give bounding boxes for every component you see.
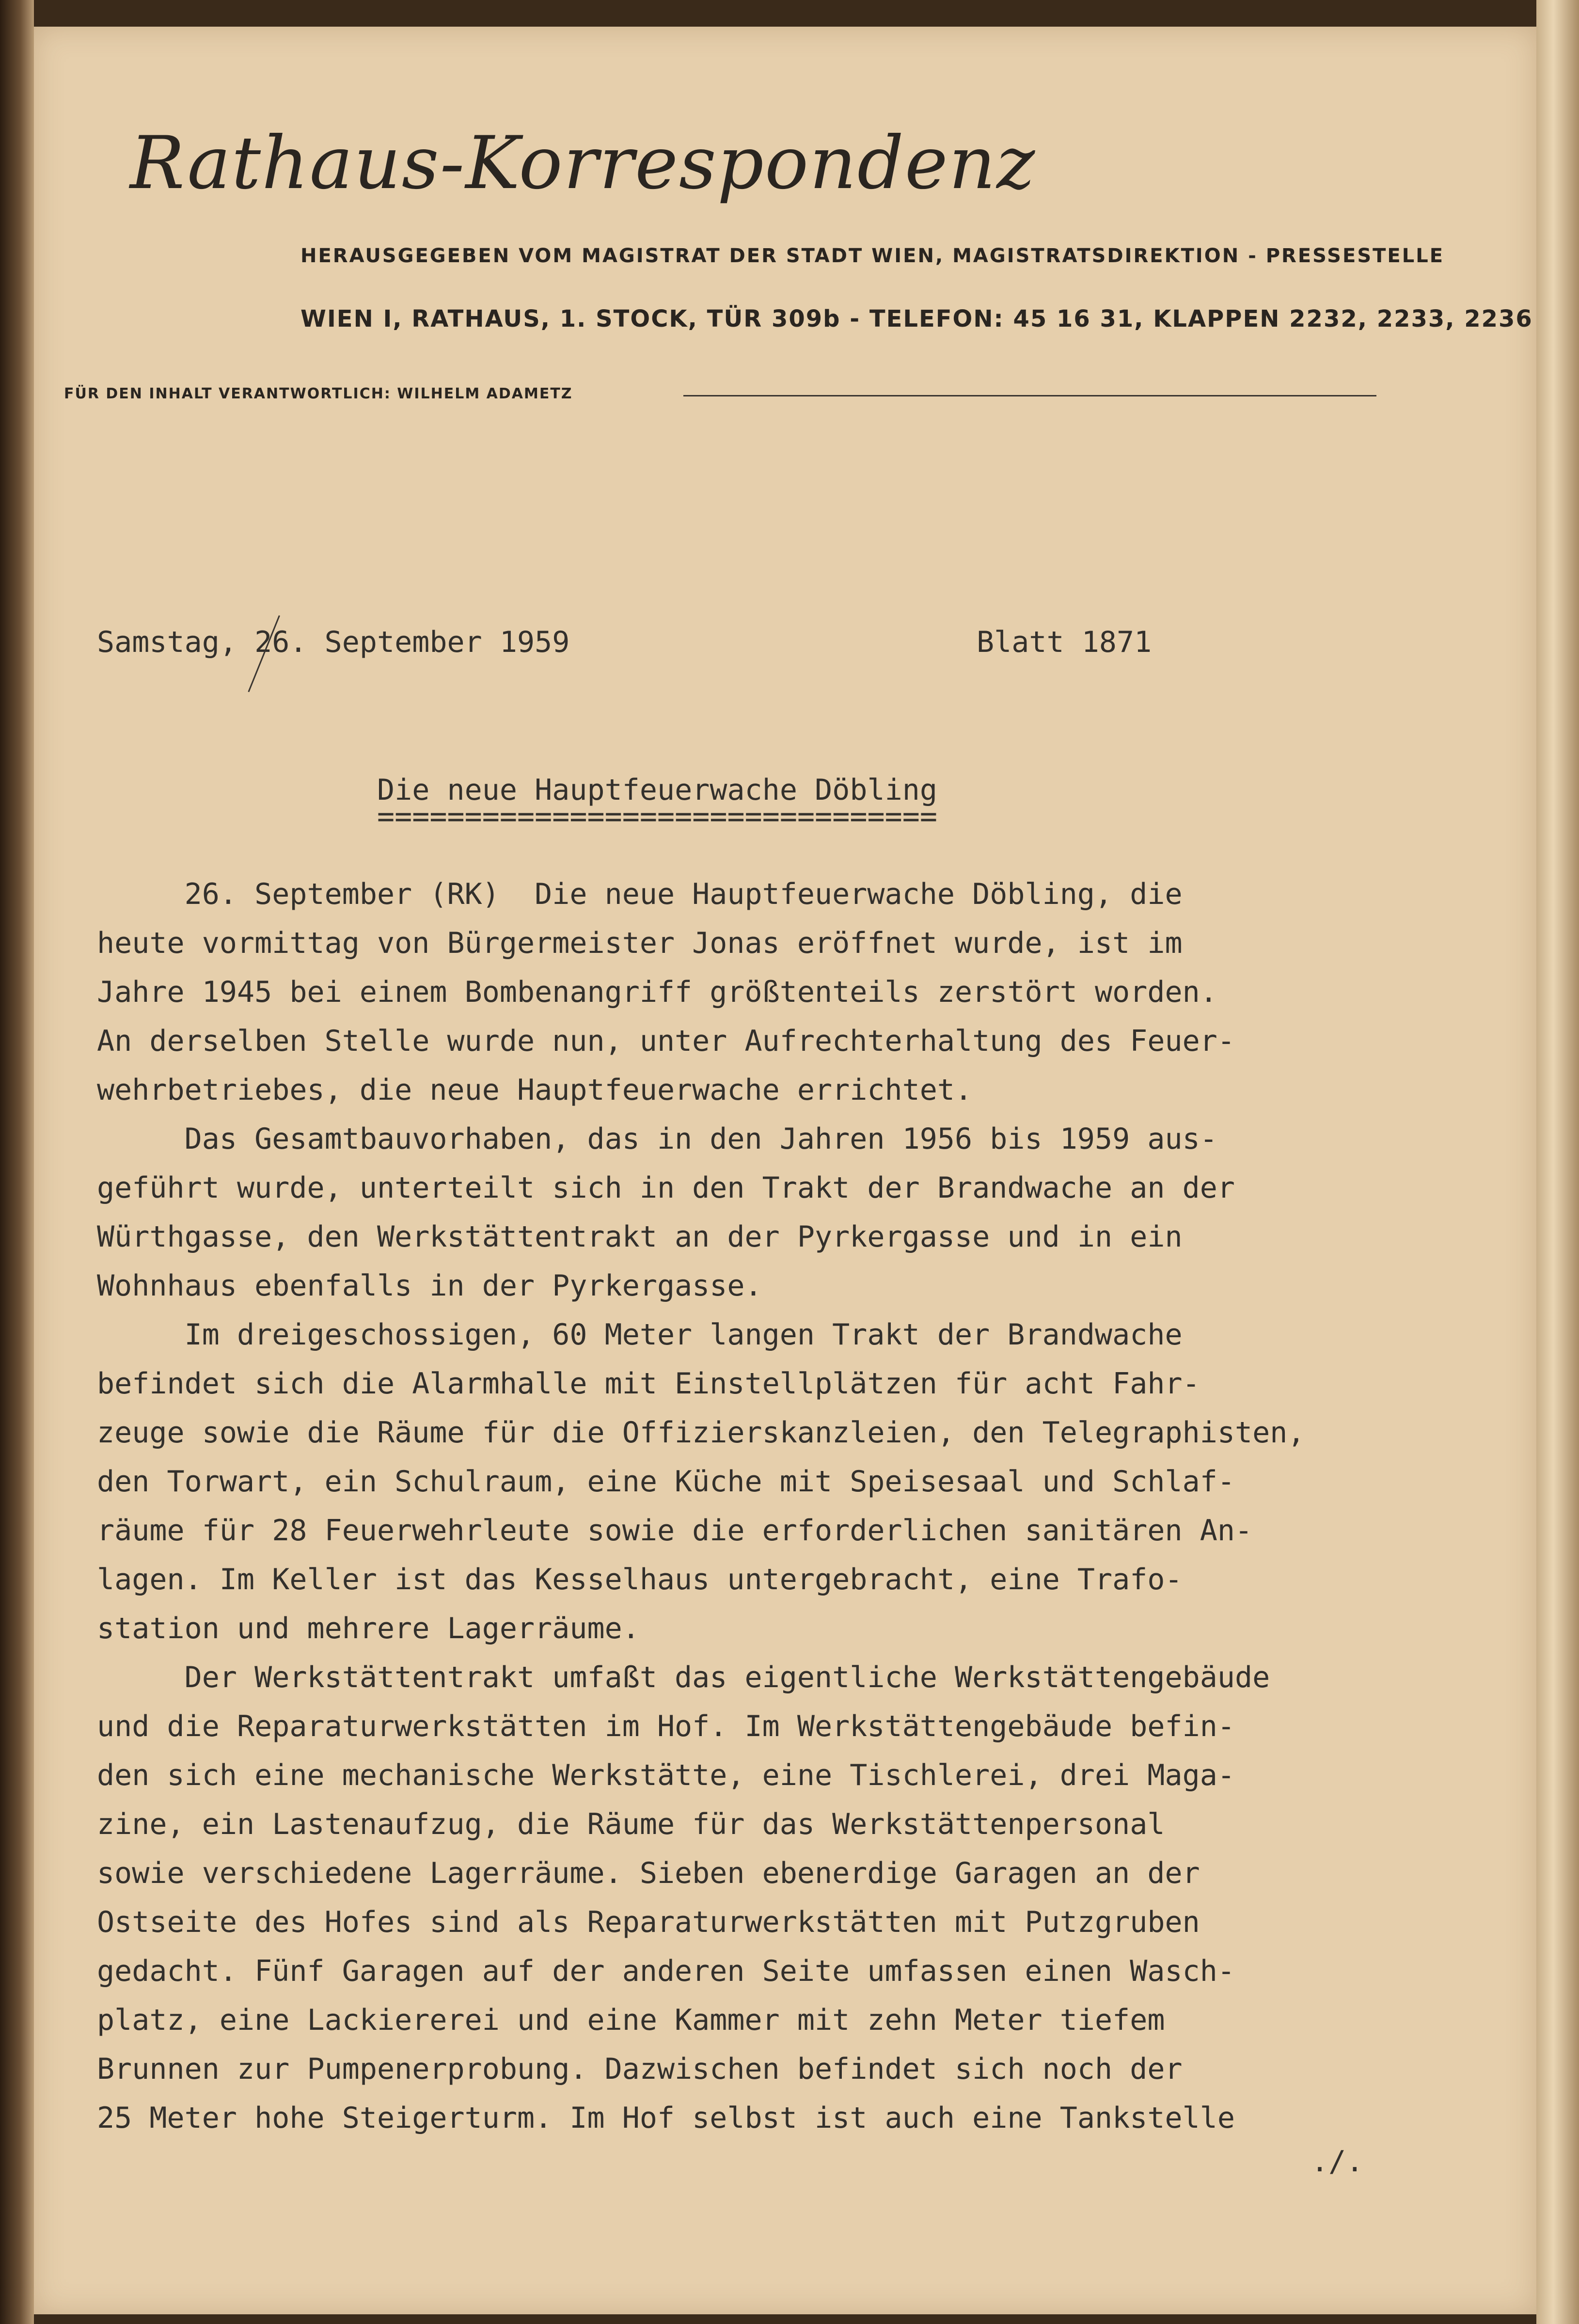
body-line: Brunnen zur Pumpenerprobung. Dazwischen befindet sich noch der	[97, 2052, 1183, 2086]
body-line: heute vormittag von Bürgermeister Jonas eröffnet wurde, ist im	[97, 926, 1183, 960]
body-line: zine, ein Lastenaufzug, die Räume für das Werkstättenpersonal	[97, 1807, 1165, 1841]
dateline: Samstag, 26. September 1959	[97, 625, 570, 659]
body-line: geführt wurde, unterteilt sich in den Trakt der Brandwache an der	[97, 1171, 1235, 1205]
body-line: Das Gesamtbauvorhaben, das in den Jahren 1956 bis 1959 aus-	[97, 1122, 1217, 1156]
body-line: sowie verschiedene Lagerräume. Sieben ebenerdige Garagen an der	[97, 1856, 1200, 1890]
body-line: gedacht. Fünf Garagen auf der anderen Seite umfassen einen Wasch-	[97, 1954, 1235, 1988]
body-line: zeuge sowie die Räume für die Offizierskanzleien, den Telegraphisten,	[97, 1416, 1305, 1450]
body-line: Der Werkstättentrakt umfaßt das eigentliche Werkstättengebäude	[97, 1660, 1270, 1694]
title-underline: ================================	[377, 800, 937, 834]
body-line: den Torwart, ein Schulraum, eine Küche mit Speisesaal und Schlaf-	[97, 1465, 1235, 1499]
body-line: platz, eine Lackiererei und eine Kammer mit zehn Meter tiefem	[97, 2003, 1165, 2037]
body-line: den sich eine mechanische Werkstätte, eine Tischlerei, drei Maga-	[97, 1758, 1235, 1792]
body-line: Im dreigeschossigen, 60 Meter langen Trakt der Brandwache	[97, 1318, 1183, 1352]
body-line: Wohnhaus ebenfalls in der Pyrkergasse.	[97, 1269, 762, 1303]
address-line: WIEN I, RATHAUS, 1. STOCK, TÜR 309b - TELEFON: 45 16 31, KLAPPEN 2232, 2233, 2236	[300, 305, 1533, 332]
page-edge	[1536, 0, 1579, 2324]
body-line: Ostseite des Hofes sind als Reparaturwerkstätten mit Putzgruben	[97, 1905, 1200, 1939]
body-line: befindet sich die Alarmhalle mit Einstellplätzen für acht Fahr-	[97, 1367, 1200, 1401]
responsible-line: FÜR DEN INHALT VERANTWORTLICH: WILHELM ADAMETZ	[64, 385, 573, 402]
body-line: Würthgasse, den Werkstättentrakt an der Pyrkergasse und in ein	[97, 1220, 1183, 1254]
book-binding	[0, 0, 34, 2324]
header-rule	[683, 395, 1376, 396]
body-line: wehrbetriebes, die neue Hauptfeuerwache errichtet.	[97, 1073, 973, 1107]
body-line: 25 Meter hohe Steigerturm. Im Hof selbst ist auch eine Tankstelle	[97, 2101, 1235, 2135]
body-line: 26. September (RK) Die neue Hauptfeuerwache Döbling, die	[97, 877, 1183, 911]
body-line: station und mehrere Lagerräume.	[97, 1612, 640, 1645]
body-line: Jahre 1945 bei einem Bombenangriff größtenteils zerstört worden.	[97, 975, 1217, 1009]
masthead-title: Rathaus-Korrespondenz	[130, 121, 1036, 206]
sheet-number: Blatt 1871	[977, 625, 1152, 659]
body-line: lagen. Im Keller ist das Kesselhaus untergebracht, eine Trafo-	[97, 1563, 1183, 1597]
continuation-mark: ./.	[1311, 2145, 1364, 2179]
article-title: Die neue Hauptfeuerwache Döbling	[377, 773, 937, 807]
body-line: räume für 28 Feuerwehrleute sowie die erforderlichen sanitären An-	[97, 1514, 1253, 1548]
publisher-line: HERAUSGEGEBEN VOM MAGISTRAT DER STADT WIEN, MAGISTRATSDIREKTION - PRESSESTELLE	[300, 245, 1445, 267]
body-line: und die Reparaturwerkstätten im Hof. Im Werkstättengebäude befin-	[97, 1709, 1235, 1743]
body-line: An derselben Stelle wurde nun, unter Aufrechterhaltung des Feuer-	[97, 1024, 1235, 1058]
article-body	[97, 870, 1405, 2143]
